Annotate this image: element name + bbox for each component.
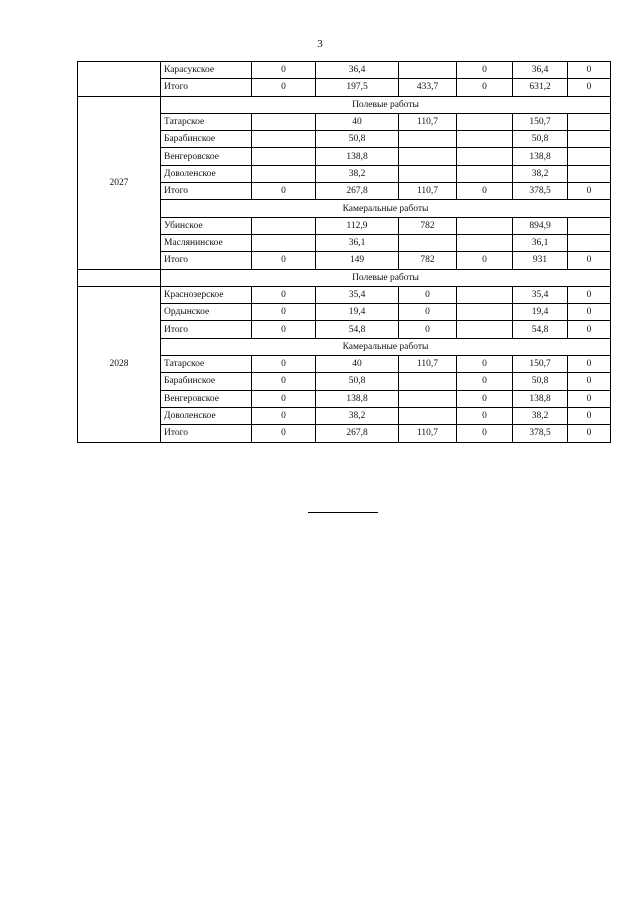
- district-name: Убинское: [161, 217, 252, 234]
- value-cell: [399, 234, 457, 251]
- value-cell: 0: [457, 373, 513, 390]
- value-cell: [457, 148, 513, 165]
- year-cell: 2028: [78, 286, 161, 442]
- year-cell: 2027: [78, 96, 161, 269]
- value-cell: 631,2: [513, 79, 568, 96]
- value-cell: 138,8: [513, 390, 568, 407]
- district-name: Карасукское: [161, 62, 252, 79]
- value-cell: [568, 217, 611, 234]
- value-cell: 931: [513, 252, 568, 269]
- value-cell: 197,5: [316, 79, 399, 96]
- value-cell: 378,5: [513, 425, 568, 442]
- value-cell: 50,8: [513, 373, 568, 390]
- value-cell: 0: [568, 321, 611, 338]
- value-cell: 35,4: [513, 286, 568, 303]
- value-cell: 0: [457, 183, 513, 200]
- section-row: [78, 96, 611, 113]
- value-cell: 40: [316, 356, 399, 373]
- value-cell: 38,2: [316, 165, 399, 182]
- value-cell: 36,1: [513, 234, 568, 251]
- value-cell: 36,1: [316, 234, 399, 251]
- value-cell: 0: [568, 425, 611, 442]
- value-cell: 19,4: [513, 304, 568, 321]
- table-body: [78, 62, 611, 443]
- value-cell: 0: [457, 425, 513, 442]
- value-cell: 0: [399, 286, 457, 303]
- year-cell: [78, 62, 161, 97]
- value-cell: 0: [568, 79, 611, 96]
- value-cell: 0: [252, 62, 316, 79]
- value-cell: [457, 165, 513, 182]
- value-cell: 0: [568, 407, 611, 424]
- value-cell: 36,4: [513, 62, 568, 79]
- value-cell: 0: [568, 286, 611, 303]
- district-name: Маслянинское: [161, 234, 252, 251]
- value-cell: [399, 165, 457, 182]
- value-cell: 0: [457, 62, 513, 79]
- value-cell: 0: [252, 304, 316, 321]
- value-cell: 0: [252, 286, 316, 303]
- value-cell: 782: [399, 217, 457, 234]
- value-cell: 150,7: [513, 113, 568, 130]
- value-cell: [457, 234, 513, 251]
- value-cell: [568, 113, 611, 130]
- value-cell: [457, 131, 513, 148]
- value-cell: [252, 113, 316, 130]
- value-cell: 110,7: [399, 425, 457, 442]
- value-cell: 0: [252, 407, 316, 424]
- table-row: [78, 62, 611, 79]
- value-cell: 0: [252, 252, 316, 269]
- district-name: Итого: [161, 321, 252, 338]
- value-cell: 0: [568, 373, 611, 390]
- section-row: [78, 269, 611, 286]
- value-cell: 0: [252, 373, 316, 390]
- value-cell: 38,2: [513, 165, 568, 182]
- district-name: Итого: [161, 183, 252, 200]
- value-cell: [457, 304, 513, 321]
- value-cell: 110,7: [399, 183, 457, 200]
- district-name: Итого: [161, 79, 252, 96]
- value-cell: 38,2: [316, 407, 399, 424]
- district-name: Итого: [161, 252, 252, 269]
- value-cell: [568, 148, 611, 165]
- table-row: [78, 286, 611, 303]
- end-of-document-rule: [308, 512, 378, 513]
- value-cell: [252, 165, 316, 182]
- district-name: Доволенское: [161, 407, 252, 424]
- value-cell: 0: [568, 356, 611, 373]
- value-cell: 0: [252, 390, 316, 407]
- value-cell: [399, 373, 457, 390]
- value-cell: 267,8: [316, 183, 399, 200]
- section-title: Камеральные работы: [161, 200, 611, 217]
- value-cell: 19,4: [316, 304, 399, 321]
- value-cell: 0: [399, 321, 457, 338]
- value-cell: [568, 234, 611, 251]
- work-volume-table: [77, 61, 611, 443]
- value-cell: 0: [457, 356, 513, 373]
- value-cell: [568, 131, 611, 148]
- value-cell: [399, 148, 457, 165]
- value-cell: 110,7: [399, 113, 457, 130]
- value-cell: 149: [316, 252, 399, 269]
- district-name: Итого: [161, 425, 252, 442]
- value-cell: 0: [457, 407, 513, 424]
- value-cell: [252, 131, 316, 148]
- value-cell: 54,8: [316, 321, 399, 338]
- district-name: Ордынское: [161, 304, 252, 321]
- value-cell: 150,7: [513, 356, 568, 373]
- value-cell: 0: [457, 390, 513, 407]
- value-cell: [252, 148, 316, 165]
- district-name: Краснозерское: [161, 286, 252, 303]
- value-cell: 0: [399, 304, 457, 321]
- value-cell: [457, 321, 513, 338]
- value-cell: 894,9: [513, 217, 568, 234]
- value-cell: [252, 217, 316, 234]
- district-name: Венгеровское: [161, 390, 252, 407]
- value-cell: [399, 390, 457, 407]
- value-cell: 0: [568, 390, 611, 407]
- value-cell: 0: [568, 304, 611, 321]
- value-cell: [457, 113, 513, 130]
- value-cell: [252, 234, 316, 251]
- value-cell: 36,4: [316, 62, 399, 79]
- value-cell: 138,8: [513, 148, 568, 165]
- district-name: Татарское: [161, 356, 252, 373]
- value-cell: 267,8: [316, 425, 399, 442]
- value-cell: 138,8: [316, 390, 399, 407]
- value-cell: [399, 62, 457, 79]
- value-cell: 38,2: [513, 407, 568, 424]
- value-cell: 433,7: [399, 79, 457, 96]
- value-cell: 0: [457, 79, 513, 96]
- value-cell: 0: [252, 321, 316, 338]
- value-cell: 0: [252, 356, 316, 373]
- value-cell: 54,8: [513, 321, 568, 338]
- value-cell: 0: [568, 183, 611, 200]
- value-cell: [457, 217, 513, 234]
- value-cell: 40: [316, 113, 399, 130]
- value-cell: 0: [457, 252, 513, 269]
- district-name: Доволенское: [161, 165, 252, 182]
- district-name: Барабинское: [161, 131, 252, 148]
- value-cell: 0: [252, 425, 316, 442]
- value-cell: [568, 165, 611, 182]
- value-cell: 782: [399, 252, 457, 269]
- value-cell: 110,7: [399, 356, 457, 373]
- district-name: Барабинское: [161, 373, 252, 390]
- district-name: Татарское: [161, 113, 252, 130]
- district-name: Венгеровское: [161, 148, 252, 165]
- value-cell: 112,9: [316, 217, 399, 234]
- value-cell: [399, 407, 457, 424]
- value-cell: [457, 286, 513, 303]
- section-title: Полевые работы: [161, 269, 611, 286]
- value-cell: 35,4: [316, 286, 399, 303]
- value-cell: 0: [568, 252, 611, 269]
- value-cell: [399, 131, 457, 148]
- value-cell: 50,8: [316, 373, 399, 390]
- value-cell: 378,5: [513, 183, 568, 200]
- page-number: 3: [317, 38, 323, 50]
- value-cell: 50,8: [316, 131, 399, 148]
- value-cell: 50,8: [513, 131, 568, 148]
- year-cell: [78, 269, 161, 286]
- value-cell: 138,8: [316, 148, 399, 165]
- value-cell: 0: [252, 79, 316, 96]
- section-title: Полевые работы: [161, 96, 611, 113]
- section-title: Камеральные работы: [161, 338, 611, 355]
- value-cell: 0: [252, 183, 316, 200]
- value-cell: 0: [568, 62, 611, 79]
